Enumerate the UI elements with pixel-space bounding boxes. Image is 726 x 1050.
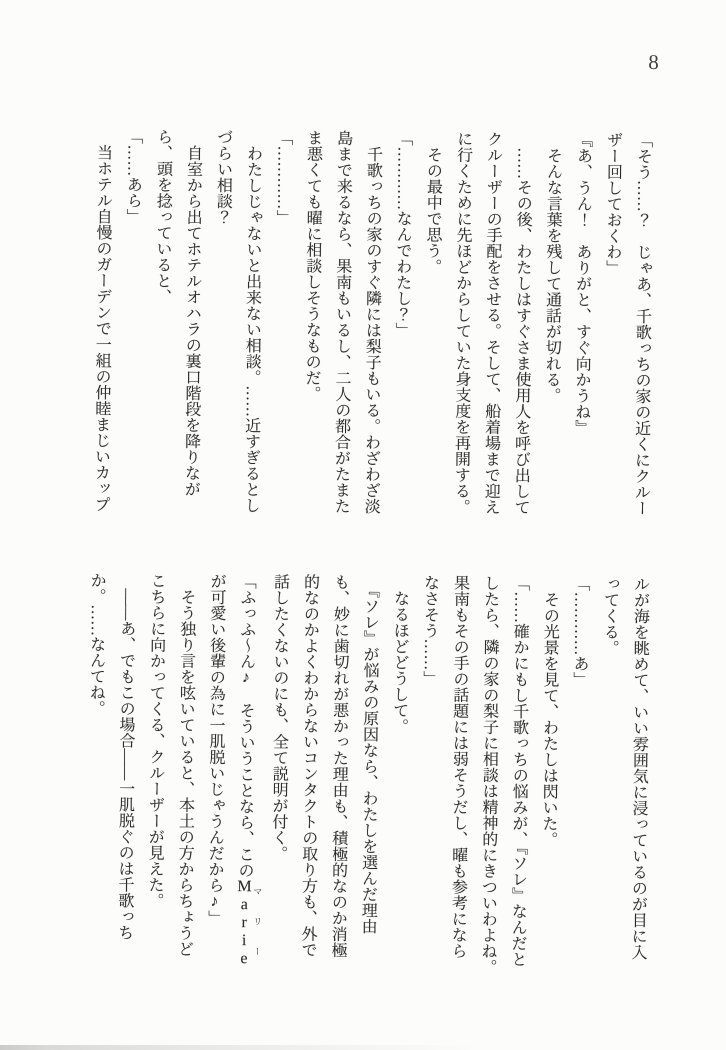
page-edge-shadow	[0, 1045, 480, 1050]
text-column: か。……なんてね。	[87, 572, 106, 717]
text-column: 自室から出てホテルオハラの裏口階段を降りなが	[182, 128, 202, 497]
text-column: に行くために先ほどからしていた身支度を再開する。	[452, 130, 472, 515]
ruby-annotated-word: Marieマリー	[235, 878, 263, 969]
text-column: 話したくないのにも、全て説明が付く。	[269, 573, 289, 862]
text-column: ってくる。	[601, 575, 619, 656]
bottom-text-block	[78, 572, 654, 975]
text-column: ザー回しておくわ」	[603, 131, 622, 276]
text-column: なさそう……」	[420, 574, 439, 687]
text-column: 「…………」	[274, 129, 292, 226]
text-column: 「…………あ」	[570, 575, 589, 688]
text-column: 「……確かにもし千歌っちの悩みが、『ソレ』なんだと	[508, 575, 529, 968]
text-column: 「…………なんでわたし？」	[393, 130, 412, 339]
text-column: その光景を見て、わたしは閃いた。	[539, 575, 559, 848]
text-column: なるほどどうして。	[390, 574, 409, 735]
text-column: わたしじゃないと出来ない相談。……近すぎるとし	[242, 129, 262, 514]
text-column: ら、頭を捻っていると、	[153, 128, 172, 305]
text-column: 的なのかよくわからないコンタクトの取り方も、外で	[298, 573, 319, 958]
text-column: その最中で思う。	[423, 130, 442, 275]
text-column: ルが海を眺めて、いい雰囲気に浸っているのが目に入	[628, 575, 649, 960]
text-column: そう独り言を呟いていると、本土の方からちょうど	[175, 572, 196, 957]
text-column: 「……あら」	[124, 128, 142, 225]
page-number: 8	[648, 49, 659, 75]
text-column: 「ふっふ〜ん♪ そういうことなら、このMarieマリー	[235, 573, 263, 969]
text-column: 「そう……？ じゃあ、千歌っちの家の近くにクルー	[632, 131, 652, 516]
text-column: が可愛い後輩の為に一肌脱いじゃうんだから♪」	[205, 572, 226, 927]
text-column: したら、隣の家の梨子に相談は精神的にきついわよね。	[478, 574, 499, 975]
text-column: 『あ、うん！ ありがと、すぐ向かうね』	[572, 131, 592, 436]
text-column: クルーザーの手配をさせる。そして、船着場まで迎え	[482, 130, 502, 515]
text-column: づらい相談？	[214, 128, 232, 226]
text-column: 果南もその手の話題には弱そうだし、曜も参考になら	[448, 574, 469, 959]
top-text-block	[85, 128, 658, 524]
text-column: も、妙に歯切れが悪かった理由も、積極的なのか消極	[328, 573, 349, 958]
text-column: ――あ、でもこの場合――一肌脱ぐのは千歌っち	[115, 572, 136, 941]
text-column: そんな言葉を残して通話が切れる。	[542, 131, 562, 404]
text-column: ……その後、わたしはすぐさま使用人を呼び出して	[512, 131, 532, 516]
text-column: こちらに向かってくる、クルーザーが見えた。	[145, 572, 166, 909]
text-column: 当ホテル自慢のガーデンで一組の仲睦まじいカップ	[92, 128, 112, 513]
text-column: ま悪くても曜に相談しそうなものだ。	[302, 129, 322, 402]
text-column: 千歌っちの家のすぐ隣には梨子もいる。わざわざ淡	[362, 130, 382, 515]
text-column: 島まで来るなら、果南もいるし、二人の都合がたまた	[332, 129, 352, 514]
text-column: 『ソレ』が悩みの原因なら、わたしを選んだ理由	[359, 573, 379, 935]
